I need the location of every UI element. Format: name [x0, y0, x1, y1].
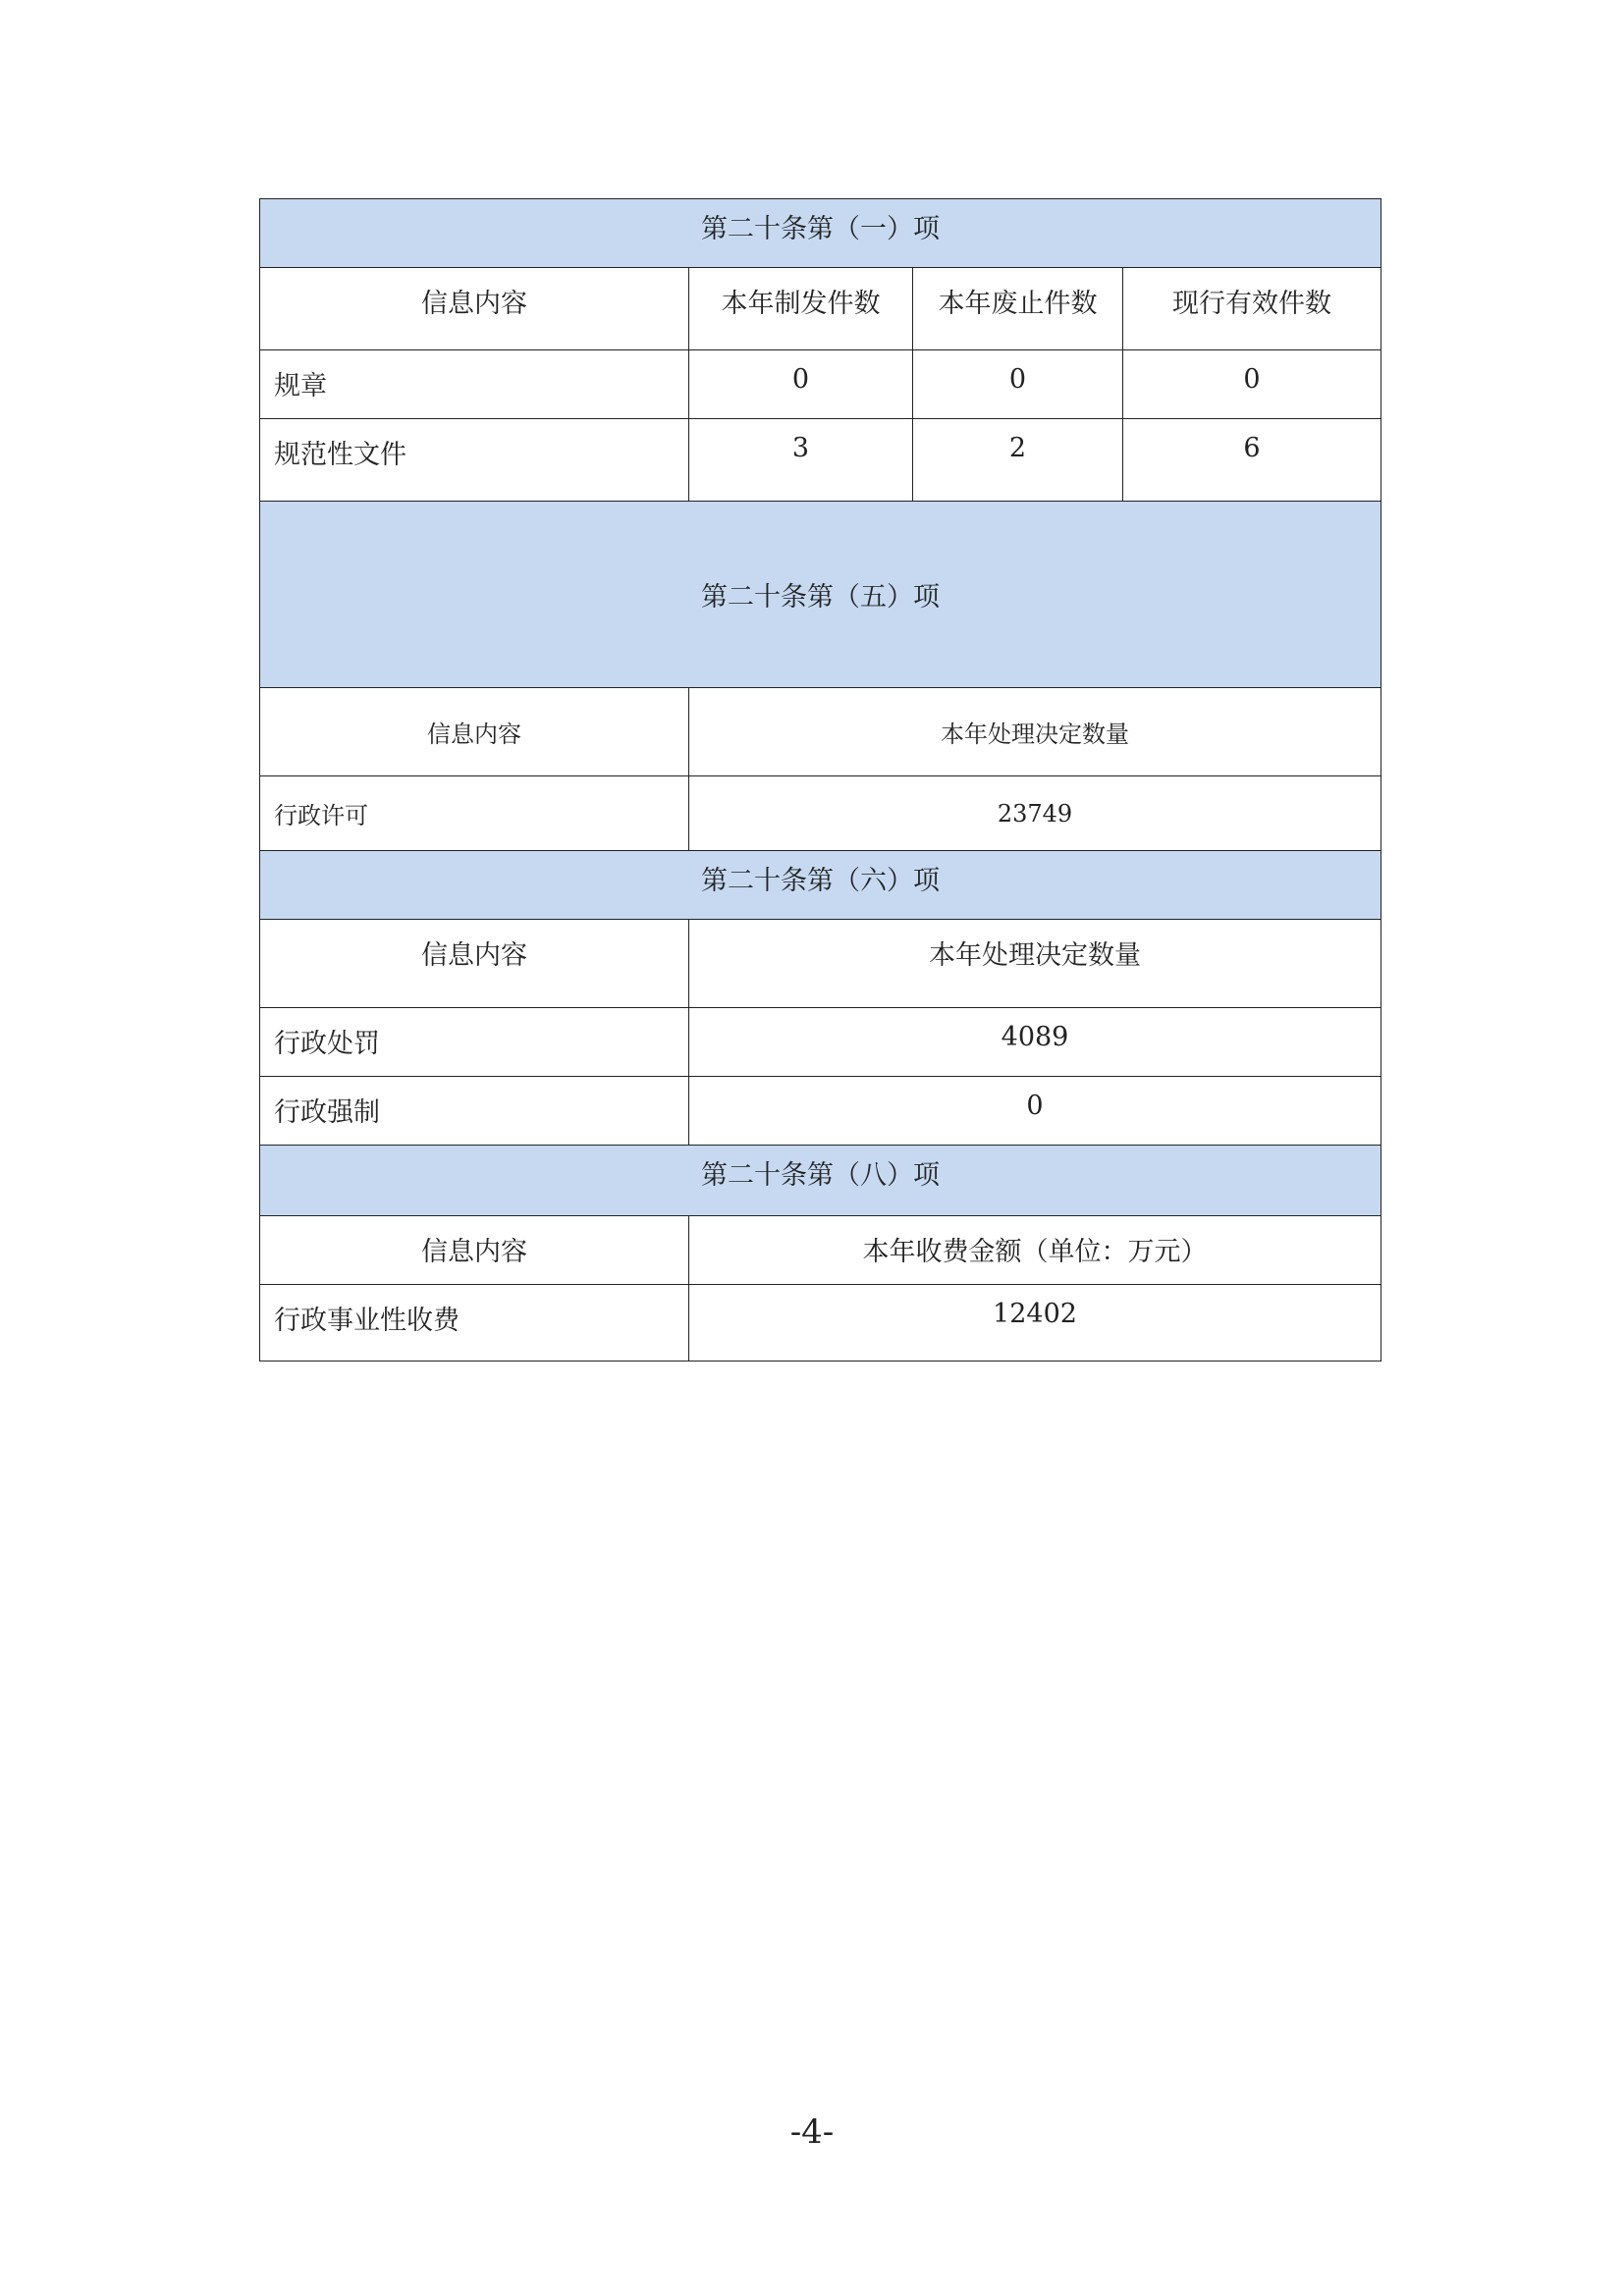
column-header: 信息内容: [260, 268, 689, 350]
cell-value: 0: [689, 350, 913, 419]
column-header-row: [260, 268, 1381, 350]
column-header: 本年废止件数: [913, 268, 1123, 350]
table-row: [260, 776, 1381, 851]
table-row: [260, 1077, 1381, 1146]
section-title: 第二十条第（八）项: [260, 1146, 1381, 1216]
table-row: [260, 350, 1381, 419]
section-header-row: [260, 1146, 1381, 1216]
cell-value: 0: [689, 1077, 1381, 1146]
table-row: [260, 419, 1381, 502]
section-title: 第二十条第（一）项: [260, 199, 1381, 268]
column-header: 本年制发件数: [689, 268, 913, 350]
row-label: 行政事业性收费: [260, 1285, 689, 1362]
column-header: 本年处理决定数量: [689, 920, 1381, 1008]
cell-value: 4089: [689, 1008, 1381, 1077]
row-label: 行政许可: [260, 776, 689, 851]
cell-value: 23749: [689, 776, 1381, 851]
row-label: 行政强制: [260, 1077, 689, 1146]
row-label: 规范性文件: [260, 419, 689, 502]
column-header-row: [260, 920, 1381, 1008]
cell-value: 6: [1123, 419, 1381, 502]
column-header-row: [260, 1216, 1381, 1285]
cell-value: 0: [1123, 350, 1381, 419]
row-label: 规章: [260, 350, 689, 419]
column-header-row: [260, 688, 1381, 776]
cell-value: 3: [689, 419, 913, 502]
cell-value: 0: [913, 350, 1123, 419]
section-header-row: [260, 851, 1381, 920]
cell-value: 2: [913, 419, 1123, 502]
column-header: 本年处理决定数量: [689, 688, 1381, 776]
section-title: 第二十条第（五）项: [260, 502, 1381, 688]
table-row: [260, 1008, 1381, 1077]
column-header: 现行有效件数: [1123, 268, 1381, 350]
cell-value: 12402: [689, 1285, 1381, 1362]
section-header-row: [260, 502, 1381, 688]
column-header: 信息内容: [260, 920, 689, 1008]
column-header: 本年收费金额（单位：万元）: [689, 1216, 1381, 1285]
column-header: 信息内容: [260, 688, 689, 776]
section-header-row: [260, 199, 1381, 268]
disclosure-table: [259, 198, 1381, 1362]
page-number: -4-: [789, 2112, 835, 2152]
section-title: 第二十条第（六）项: [260, 851, 1381, 920]
column-header: 信息内容: [260, 1216, 689, 1285]
row-label: 行政处罚: [260, 1008, 689, 1077]
table-row: [260, 1285, 1381, 1362]
